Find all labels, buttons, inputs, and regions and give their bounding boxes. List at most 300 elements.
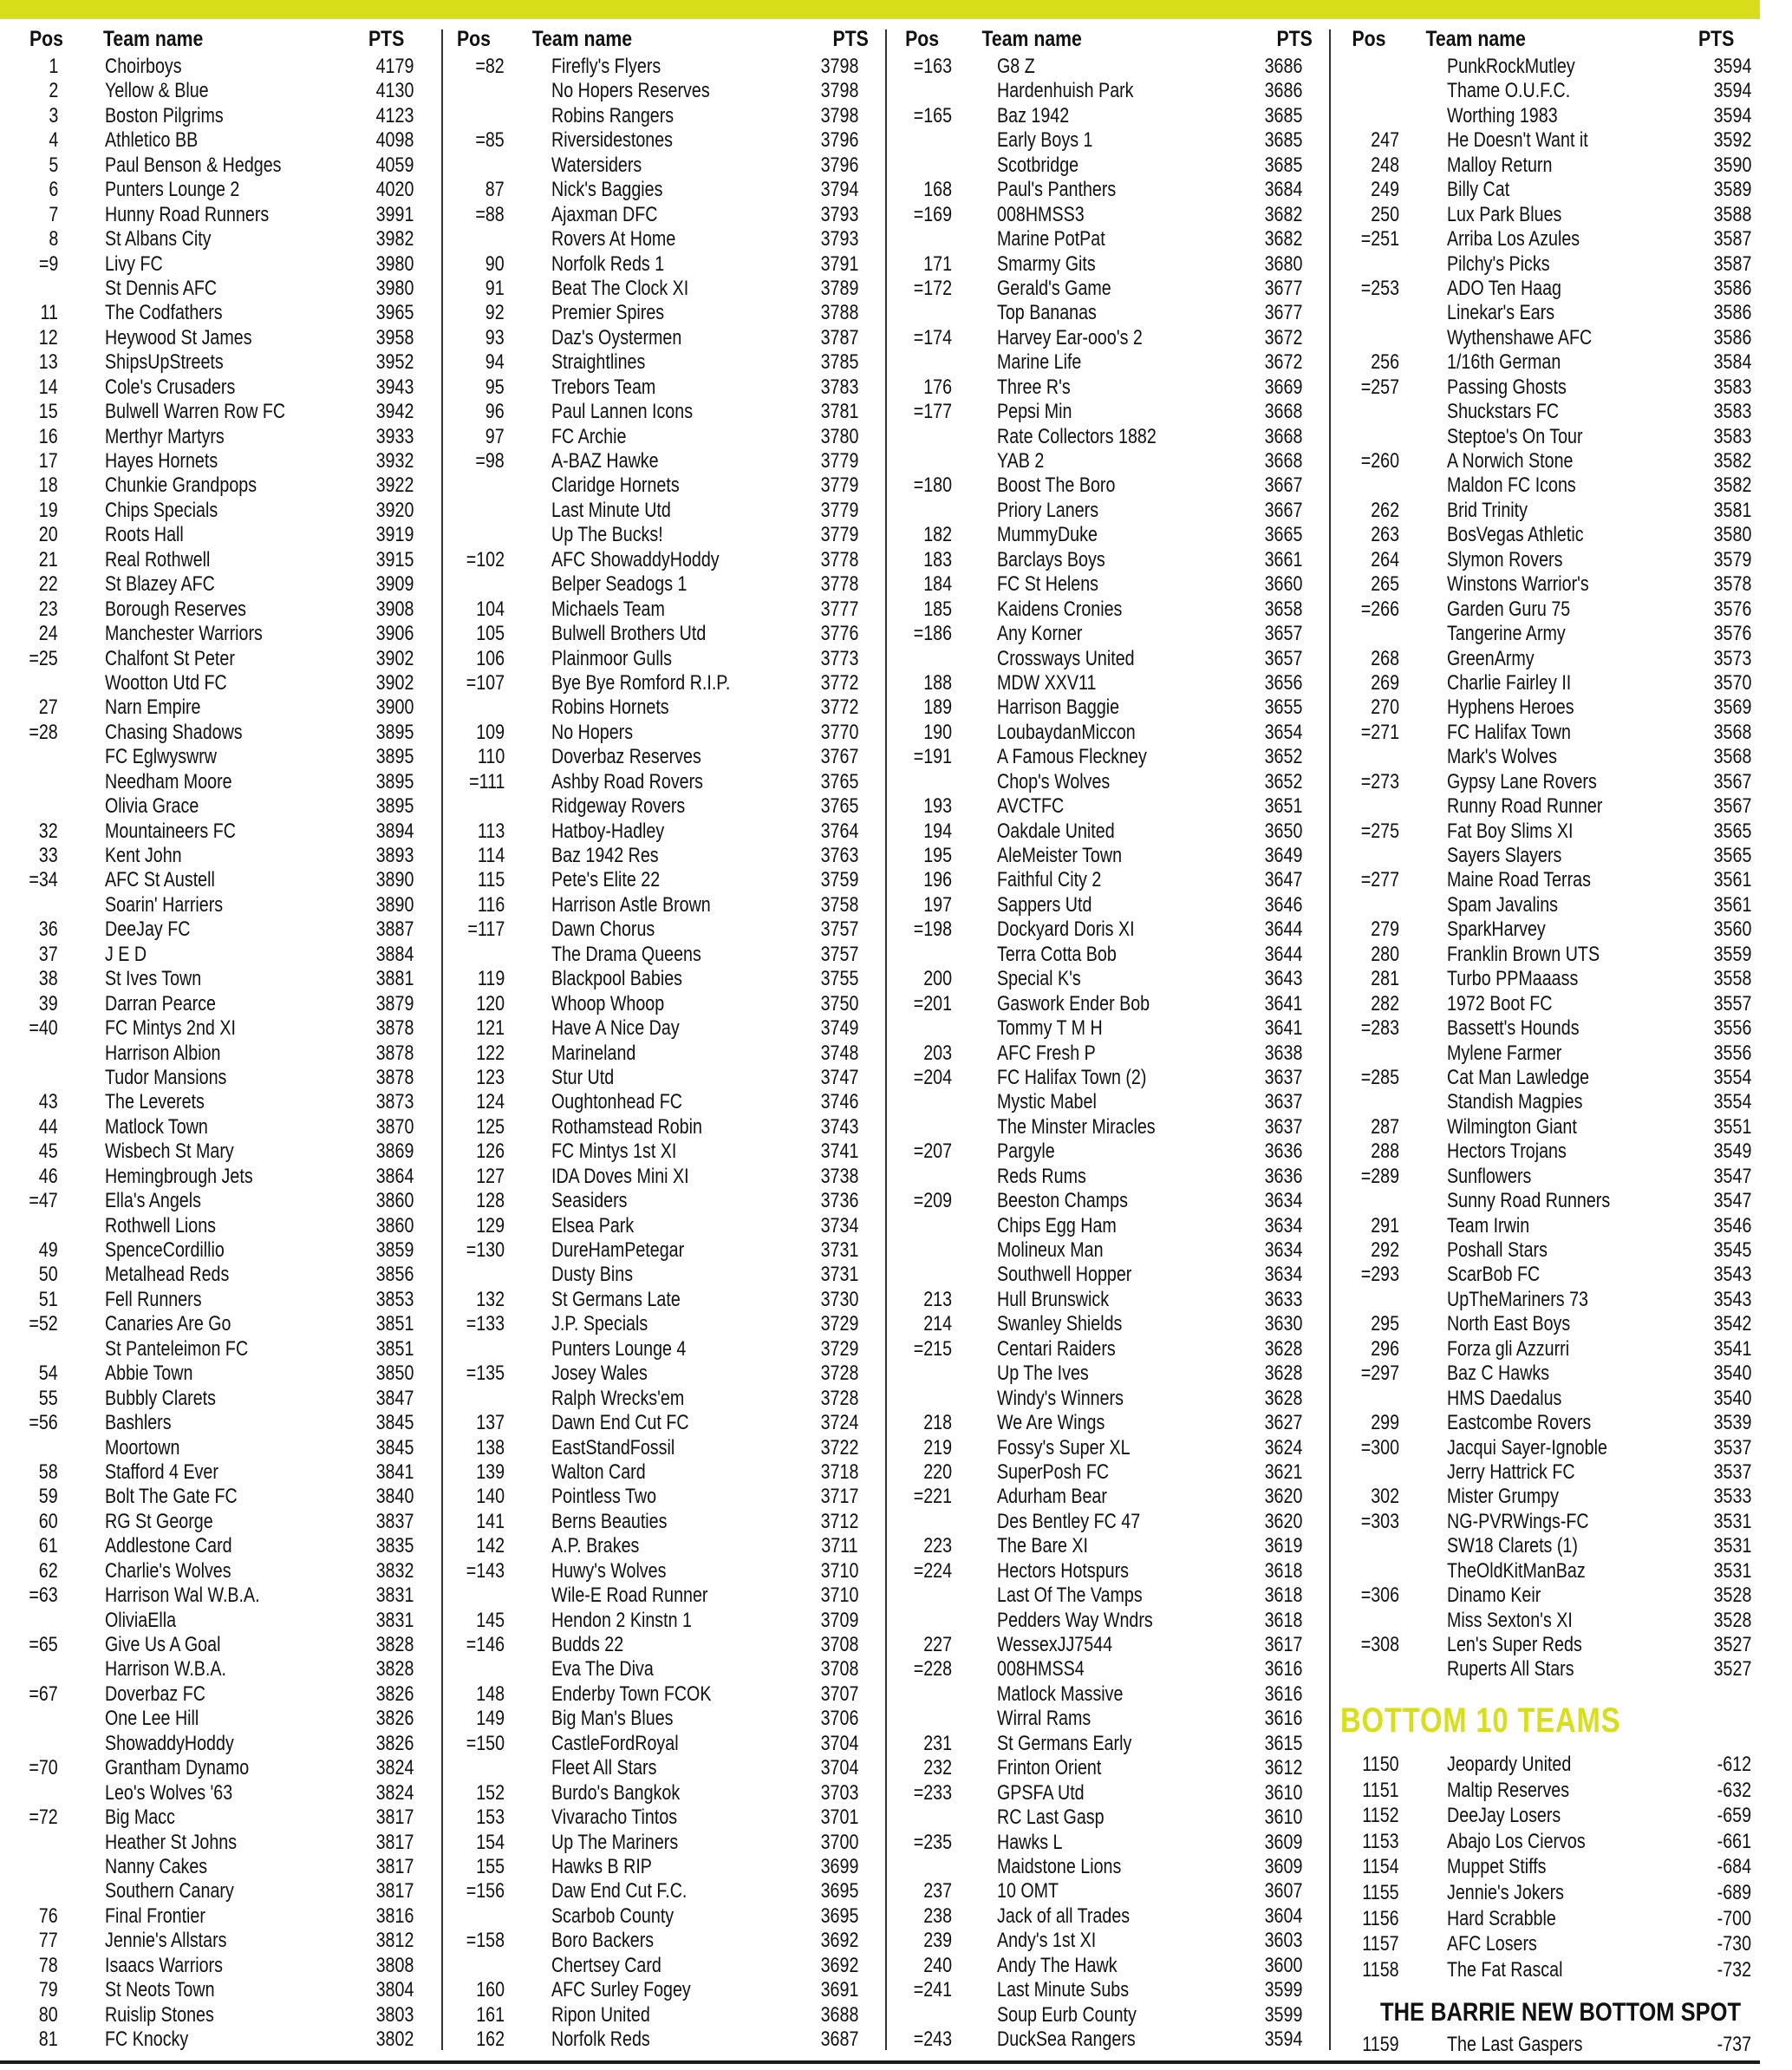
points-cell: 3600 [1264, 1953, 1302, 1977]
team-name-cell: Sayers Slayers [1447, 844, 1562, 867]
team-name-cell: Thame O.U.F.C. [1447, 79, 1571, 103]
team-name-cell: Up The Ives [997, 1361, 1089, 1386]
table-row [1330, 1361, 1760, 1386]
points-cell: 3590 [1713, 153, 1751, 177]
points-cell: 3770 [820, 720, 858, 744]
position-cell: =146 [466, 1633, 505, 1656]
table-row [0, 1387, 442, 1411]
position-cell: =260 [1360, 449, 1399, 473]
team-name-cell: Elsea Park [551, 1213, 635, 1237]
table-row [442, 820, 886, 844]
team-name-cell: Rovers At Home [551, 227, 676, 251]
table-row [886, 1707, 1330, 1731]
position-cell [442, 473, 505, 498]
team-name-cell: Reds Rums [997, 1164, 1086, 1188]
table-row [442, 1584, 886, 1608]
points-cell: 3680 [1264, 251, 1302, 276]
table-row [1330, 79, 1760, 103]
team-name-cell: Boost The Boro [997, 473, 1116, 498]
table-row [886, 523, 1330, 547]
points-cell: 3682 [1264, 227, 1302, 251]
team-name-cell: Chasing Shadows [105, 720, 243, 744]
position-cell: 264 [1371, 547, 1399, 571]
team-name-cell: Belper Seadogs 1 [551, 572, 687, 597]
position-cell [442, 1954, 505, 1978]
points-cell: 3773 [820, 646, 858, 670]
points-cell: 3700 [820, 1830, 858, 1854]
table-row [886, 1584, 1330, 1608]
points-cell: 3789 [820, 276, 858, 300]
position-cell: 114 [477, 844, 505, 867]
position-cell [886, 1214, 952, 1238]
team-name-cell: Wisbech St Mary [105, 1139, 234, 1164]
table-row [442, 1732, 886, 1756]
points-cell: 3567 [1713, 769, 1751, 793]
team-name-cell: Hunny Road Runners [105, 202, 270, 226]
table-row [0, 277, 442, 301]
position-cell: 268 [1371, 646, 1399, 670]
league-rows [0, 55, 442, 2052]
table-row [442, 992, 886, 1016]
table-row [886, 1609, 1330, 1633]
table-row [1330, 917, 1760, 942]
position-cell: 5 [49, 153, 58, 177]
table-row [0, 943, 442, 967]
points-cell: 3610 [1264, 1806, 1302, 1830]
team-name-cell: Steptoe's On Tour [1447, 424, 1583, 448]
points-cell: 3621 [1264, 1459, 1302, 1484]
position-cell: 299 [1371, 1411, 1399, 1435]
table-row [0, 917, 442, 942]
points-cell: 3557 [1713, 991, 1751, 1015]
position-cell: =107 [466, 670, 505, 695]
table-row [1330, 104, 1760, 128]
points-cell: 3634 [1264, 1213, 1302, 1237]
table-row [886, 425, 1330, 449]
position-cell [0, 1879, 58, 1903]
team-name-cell: Pointless Two [551, 1485, 657, 1509]
team-name-cell: Pepsi Min [997, 400, 1072, 424]
table-row [1330, 1460, 1760, 1485]
position-cell [442, 1337, 505, 1361]
position-cell: 188 [923, 670, 952, 695]
table-row [1330, 425, 1760, 449]
position-cell [886, 499, 952, 523]
points-cell: 3533 [1713, 1485, 1751, 1509]
table-row [0, 1436, 442, 1460]
team-name-cell: DuckSea Rangers [997, 2028, 1136, 2051]
table-row [442, 597, 886, 622]
team-name-cell: Last Minute Utd [551, 498, 671, 522]
team-name-cell: Punters Lounge 2 [105, 178, 240, 202]
table-row [886, 647, 1330, 671]
points-cell: 3592 [1713, 128, 1751, 153]
position-cell [0, 1831, 58, 1855]
table-row [0, 1609, 442, 1633]
points-cell: 3706 [820, 1707, 858, 1731]
position-cell: 280 [1371, 942, 1399, 966]
team-name-cell: Yellow & Blue [105, 79, 209, 103]
table-row [1330, 375, 1760, 400]
points-cell: 3641 [1264, 991, 1302, 1015]
table-row [0, 104, 442, 128]
position-cell: 213 [923, 1287, 952, 1311]
points-cell: -732 [1717, 1957, 1751, 1982]
position-cell [886, 1510, 952, 1534]
position-cell [886, 2003, 952, 2028]
points-cell: -730 [1717, 1932, 1751, 1956]
points-cell: 3730 [820, 1287, 858, 1311]
team-name-cell: Wythenshawe AFC [1447, 325, 1593, 349]
table-row [886, 1534, 1330, 1558]
team-name-cell: Barclays Boys [997, 547, 1105, 571]
points-cell: 3695 [820, 1903, 858, 1928]
points-cell: 3952 [375, 350, 414, 375]
table-row [886, 1904, 1330, 1929]
points-cell: 3586 [1713, 325, 1751, 349]
points-cell: 3637 [1264, 1114, 1302, 1139]
table-row [886, 992, 1330, 1016]
team-name-cell: LoubaydanMiccon [997, 720, 1136, 744]
table-row [1330, 1803, 1760, 1829]
position-cell: =293 [1360, 1263, 1399, 1287]
points-cell: 3655 [1264, 695, 1302, 720]
table-row [442, 1978, 886, 2002]
team-name-cell: Gypsy Lane Rovers [1447, 769, 1597, 793]
position-cell: 32 [39, 819, 58, 843]
position-cell: 270 [1371, 695, 1399, 720]
position-cell: =233 [913, 1780, 952, 1805]
points-cell: 3922 [375, 473, 414, 498]
team-name-cell: Smarmy Gits [997, 251, 1096, 276]
points-cell: 3599 [1264, 1978, 1302, 2002]
table-row [0, 1904, 442, 1929]
position-cell: =40 [29, 1016, 58, 1041]
position-cell: 1151 [1362, 1778, 1399, 1802]
points-cell: 3644 [1264, 917, 1302, 942]
bottom-rule [0, 2060, 1760, 2064]
team-name-cell: Oughtonhead FC [551, 1090, 682, 1114]
table-row [886, 326, 1330, 350]
points-cell: 3641 [1264, 1016, 1302, 1041]
team-name-cell: Dawn Chorus [551, 917, 655, 942]
position-cell: =47 [29, 1189, 58, 1213]
table-row [0, 622, 442, 646]
position-cell: 22 [39, 572, 58, 597]
points-cell: -689 [1717, 1880, 1751, 1904]
table-row [886, 2003, 1330, 2028]
position-cell: 240 [923, 1953, 952, 1977]
team-name-cell: Firefly's Flyers [551, 55, 661, 78]
table-row [442, 794, 886, 819]
table-row [886, 1978, 1330, 2002]
points-cell: 3669 [1264, 375, 1302, 399]
position-cell: 93 [485, 325, 505, 349]
position-cell: =241 [913, 1978, 952, 2002]
points-cell: 3686 [1264, 79, 1302, 103]
points-cell: 3580 [1713, 523, 1751, 547]
team-name-cell: RC Last Gasp [997, 1806, 1105, 1830]
team-name-cell: Up The Bucks! [551, 523, 663, 547]
table-row [886, 893, 1330, 917]
position-cell: 95 [485, 375, 505, 399]
column-header [1330, 27, 1735, 53]
table-row [886, 301, 1330, 325]
team-name-cell: Livy FC [105, 251, 163, 276]
team-name-cell: Baz C Hawks [1447, 1361, 1550, 1386]
position-cell: 45 [39, 1139, 58, 1164]
position-cell [0, 770, 58, 794]
points-cell: 3607 [1264, 1879, 1302, 1903]
points-cell: 3734 [820, 1213, 858, 1237]
position-cell: 227 [923, 1633, 952, 1656]
team-name-cell: Manchester Warriors [105, 622, 263, 646]
table-row [1330, 1090, 1760, 1114]
position-cell: 94 [485, 350, 505, 375]
table-row [442, 1904, 886, 1929]
table-row [0, 375, 442, 400]
team-name-cell: Boston Pilgrims [105, 103, 224, 127]
league-column-2 [442, 0, 886, 2070]
table-row [0, 1831, 442, 1855]
team-name-cell: Harrison Baggie [997, 695, 1120, 720]
header-team-name: Team name [531, 27, 633, 51]
points-cell: 3633 [1264, 1287, 1302, 1311]
points-cell: -684 [1717, 1855, 1751, 1879]
table-row [0, 1139, 442, 1164]
team-name-cell: Maldon FC Icons [1447, 473, 1576, 498]
table-row [442, 1263, 886, 1287]
team-name-cell: A.P. Brakes [551, 1534, 640, 1558]
table-row [1330, 770, 1760, 794]
position-cell: 218 [923, 1411, 952, 1435]
position-cell: 302 [1371, 1485, 1399, 1509]
team-name-cell: Josey Wales [551, 1361, 648, 1386]
points-cell: 3576 [1713, 597, 1751, 621]
points-cell: 3890 [375, 892, 414, 917]
points-cell: 3817 [375, 1830, 414, 1854]
position-cell: 295 [1371, 1312, 1399, 1336]
points-cell: 3837 [375, 1509, 414, 1533]
table-row [442, 1460, 886, 1485]
position-cell: =297 [1360, 1361, 1399, 1386]
table-row [1330, 967, 1760, 991]
points-cell: 3549 [1713, 1139, 1751, 1164]
points-cell: 3864 [375, 1164, 414, 1188]
points-cell: 3617 [1264, 1633, 1302, 1656]
points-cell: 3618 [1264, 1608, 1302, 1632]
table-row [442, 1288, 886, 1312]
position-cell: =163 [913, 55, 952, 78]
position-cell: 80 [39, 2002, 58, 2027]
team-name-cell: Punters Lounge 4 [551, 1336, 687, 1361]
position-cell: 281 [1371, 967, 1399, 991]
points-cell: 3565 [1713, 844, 1751, 867]
points-cell: 3757 [820, 917, 858, 942]
team-name-cell: Enderby Town FCOK [551, 1681, 712, 1706]
table-row [1330, 1778, 1760, 1804]
position-cell: =215 [913, 1336, 952, 1361]
position-cell: 77 [39, 1929, 58, 1953]
table-row [1330, 1485, 1760, 1509]
position-cell: 141 [476, 1509, 505, 1533]
team-name-cell: Poshall Stars [1447, 1238, 1548, 1262]
points-cell: 3650 [1264, 819, 1302, 843]
team-name-cell: Scotbridge [997, 153, 1079, 177]
points-cell: 3657 [1264, 622, 1302, 646]
position-cell: 23 [39, 597, 58, 621]
points-cell: 3646 [1264, 892, 1302, 917]
team-name-cell: Frinton Orient [997, 1756, 1102, 1780]
team-name-cell: Abajo Los Ciervos [1447, 1829, 1586, 1853]
points-cell: 3616 [1264, 1707, 1302, 1731]
team-name-cell: Norfolk Reds [551, 2028, 650, 2051]
team-name-cell: Premier Spires [551, 301, 665, 325]
team-name-cell: Andy's 1st XI [997, 1929, 1097, 1953]
points-cell: 3692 [820, 1929, 858, 1953]
points-cell: 3982 [375, 227, 414, 251]
position-cell: 44 [39, 1114, 58, 1139]
team-name-cell: Hayes Hornets [105, 449, 218, 473]
table-row [442, 572, 886, 597]
position-cell: =209 [913, 1189, 952, 1213]
team-name-cell: Roots Hall [105, 523, 184, 547]
position-cell: =303 [1360, 1509, 1399, 1533]
team-name-cell: Metalhead Reds [105, 1263, 230, 1287]
table-row [442, 375, 886, 400]
position-cell: 38 [39, 967, 58, 991]
table-row [0, 647, 442, 671]
team-name-cell: Adurham Bear [997, 1485, 1107, 1509]
points-cell: 3541 [1713, 1336, 1751, 1361]
team-name-cell: FC Halifax Town [1447, 720, 1571, 744]
points-cell: 3665 [1264, 523, 1302, 547]
points-cell: 3712 [820, 1509, 858, 1533]
team-name-cell: Harrison W.B.A. [105, 1657, 226, 1681]
team-name-cell: Daz's Oystermen [551, 325, 682, 349]
team-name-cell: RG St George [105, 1509, 213, 1533]
team-name-cell: Southwell Hopper [997, 1263, 1132, 1287]
points-cell: 3556 [1713, 1041, 1751, 1065]
team-name-cell: J.P. Specials [551, 1312, 648, 1336]
points-cell: 3736 [820, 1189, 858, 1213]
table-row [442, 79, 886, 103]
points-cell: 3980 [375, 276, 414, 300]
team-name-cell: Three R's [997, 375, 1071, 399]
points-cell: 3657 [1264, 646, 1302, 670]
points-cell: 3748 [820, 1041, 858, 1065]
table-row [1330, 449, 1760, 473]
points-cell: 3636 [1264, 1139, 1302, 1164]
team-name-cell: 10 OMT [997, 1879, 1059, 1903]
table-row [886, 499, 1330, 523]
position-cell: =70 [29, 1756, 58, 1780]
points-cell: 3594 [1713, 79, 1751, 103]
points-cell: 3603 [1264, 1929, 1302, 1953]
position-cell: 145 [476, 1608, 505, 1632]
points-cell: 3909 [375, 572, 414, 597]
table-row [442, 1831, 886, 1855]
points-cell: 3765 [820, 794, 858, 819]
position-cell: 81 [39, 2028, 58, 2051]
position-cell [1330, 104, 1399, 128]
table-row [886, 79, 1330, 103]
table-row [442, 1707, 886, 1731]
position-cell [1330, 79, 1399, 103]
team-name-cell: Blackpool Babies [551, 967, 682, 991]
table-row [1330, 844, 1760, 868]
team-name-cell: Wirral Rams [997, 1707, 1091, 1731]
team-name-cell: The Leverets [105, 1090, 205, 1114]
position-cell: =271 [1360, 720, 1399, 744]
position-cell [442, 943, 505, 967]
position-cell: =198 [913, 917, 952, 942]
position-cell: 1154 [1362, 1855, 1399, 1879]
position-cell [0, 745, 58, 769]
table-row [442, 1756, 886, 1780]
team-name-cell: Kaidens Cronies [997, 597, 1123, 621]
table-row [886, 1090, 1330, 1114]
points-cell: 3881 [375, 967, 414, 991]
position-cell: 122 [476, 1041, 505, 1065]
position-cell: =251 [1360, 227, 1399, 251]
table-row [442, 1165, 886, 1189]
position-cell: 60 [39, 1509, 58, 1533]
position-cell: 17 [39, 449, 58, 473]
points-cell: 3578 [1713, 572, 1751, 597]
position-cell: 183 [923, 547, 952, 571]
team-name-cell: Linekar's Ears [1447, 301, 1555, 325]
team-name-cell: Bye Bye Romford R.I.P. [551, 670, 731, 695]
table-row [1330, 647, 1760, 671]
points-cell: 3793 [820, 202, 858, 226]
table-row [1330, 1214, 1760, 1238]
team-name-cell: Up The Mariners [551, 1830, 679, 1854]
team-name-cell: Lux Park Blues [1447, 202, 1562, 226]
team-name-cell: Daw End Cut F.C. [551, 1879, 687, 1903]
team-name-cell: Charlie Fairley II [1447, 670, 1572, 695]
points-cell: 3781 [820, 400, 858, 424]
team-name-cell: Tudor Mansions [105, 1065, 227, 1089]
team-name-cell: Andy The Hawk [997, 1953, 1118, 1977]
position-cell: 176 [923, 375, 952, 399]
position-cell: 39 [39, 991, 58, 1015]
points-cell: 3543 [1713, 1263, 1751, 1287]
points-cell: 3729 [820, 1312, 858, 1336]
position-cell: 219 [923, 1435, 952, 1459]
points-cell: 3634 [1264, 1189, 1302, 1213]
team-name-cell: Soarin' Harriers [105, 892, 224, 917]
team-name-cell: Harrison Astle Brown [551, 892, 711, 917]
table-row [1330, 893, 1760, 917]
position-cell: =289 [1360, 1164, 1399, 1188]
position-cell: 1150 [1362, 1753, 1399, 1776]
position-cell: 220 [923, 1459, 952, 1484]
points-cell: 3804 [375, 1978, 414, 2002]
points-cell: 3545 [1713, 1238, 1751, 1262]
points-cell: 3847 [375, 1386, 414, 1410]
points-cell: 3942 [375, 400, 414, 424]
team-name-cell: Cat Man Lawledge [1447, 1065, 1590, 1089]
team-name-cell: St Albans City [105, 227, 212, 251]
points-cell: 3527 [1713, 1657, 1751, 1681]
team-name-cell: Arriba Los Azules [1447, 227, 1580, 251]
team-name-cell: ADO Ten Haag [1447, 276, 1562, 300]
points-cell: 3859 [375, 1238, 414, 1262]
position-cell [886, 1263, 952, 1287]
table-row [1330, 1584, 1760, 1608]
team-name-cell: Ralph Wrecks'em [551, 1386, 685, 1410]
